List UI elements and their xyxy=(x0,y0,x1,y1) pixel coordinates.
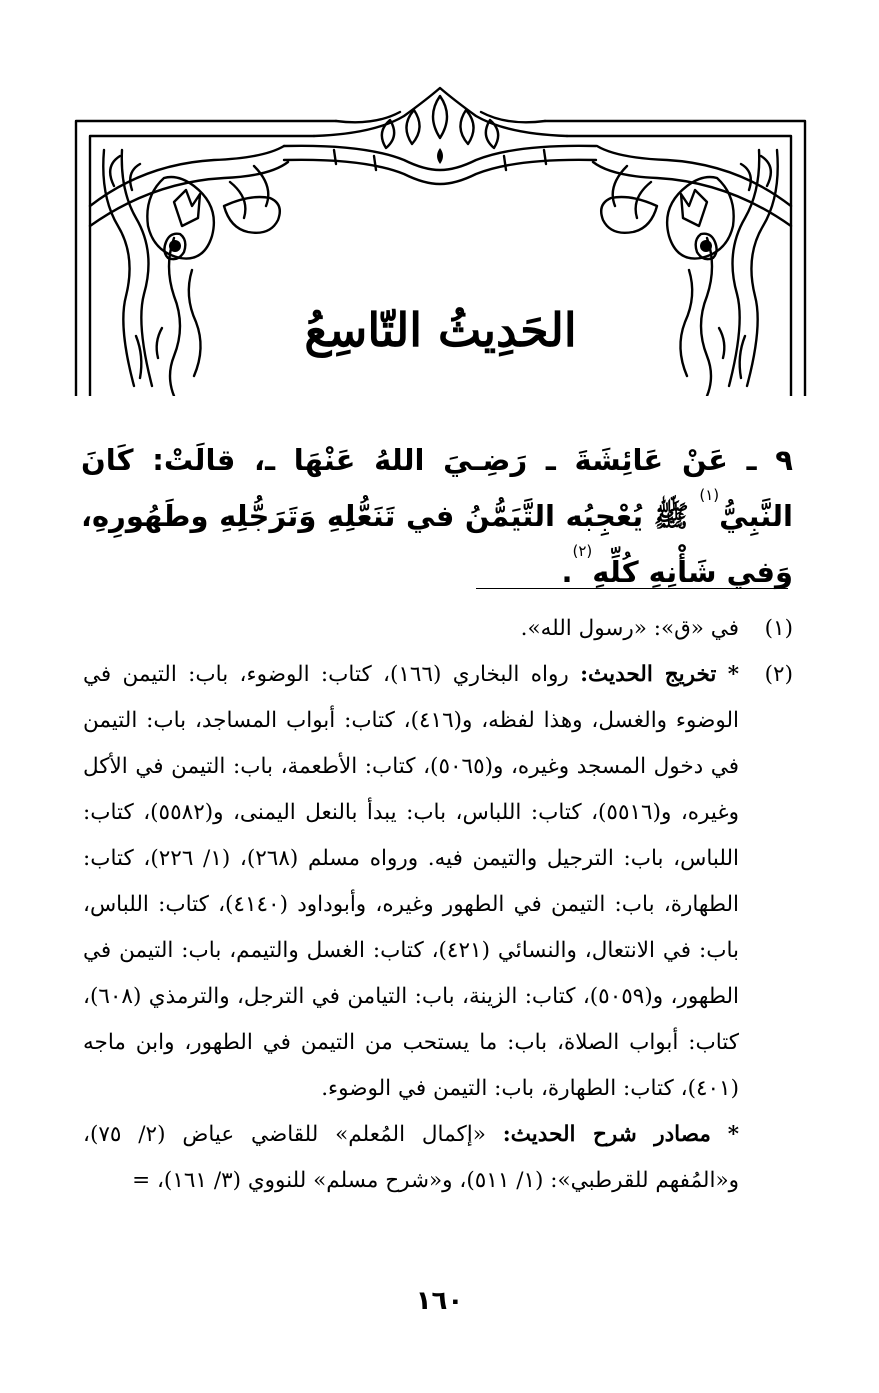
salawat-glyph: ﷺ xyxy=(653,499,689,533)
paragraph-body: «إكمال المُعلم» للقاضي عياض (٢/ ٧٥)، و«المُفهم للقرطبي»: (١/ ٥١١)، و«شرح مسلم» للنووي (٣/ ١٦١)، = xyxy=(83,1122,739,1193)
footnote-paragraph-takhrij xyxy=(83,652,739,1112)
asterisk-icon: * xyxy=(727,662,739,687)
page-number: ١٦٠ xyxy=(415,1286,464,1316)
footnote-number: (١) xyxy=(764,616,793,641)
hadith-text-part2: يُعْجِبُه التَّيَمُّنُ في تَنَعُّلِهِ وَتَرَجُّلِهِ وطَهُورِهِ، وَفي شَأْنِهِ كُلِّهِ xyxy=(81,499,793,589)
paragraph-heading: تخريج الحديث: xyxy=(580,662,717,687)
paragraph-body: رواه البخاري (١٦٦)، كتاب: الوضوء، باب: التيمن في الوضوء والغسل، وهذا لفظه، و(٤١٦)، كتاب: أبواب المساجد، باب: التيمن في دخول المسجد وغيره، و(٥٠٦٥)، كتاب: الأطعمة، باب: التيمن في الأكل وغيره، و(٥٥١٦)، كتاب: اللباس، باب: يبدأ بالنعل اليمنى، و(٥٥٨٢)، كتاب: اللباس، باب: الترجيل والتيمن فيه. ورواه مسلم (٢٦٨)، (١/ ٢٢٦)، كتاب: الطهارة، باب: التيمن في الطهور وغيره، وأبوداود (٤١٤٠)، كتاب: اللباس، باب: في الانتعال، والنسائي (٤٢١)، كتاب: الغسل والتيمم، باب: التيمن في الطهور، و(٥٠٥٩)، كتاب: الزينة، باب: التيامن في الترجل، والترمذي (٦٠٨)، كتاب: أبواب الصلاة، باب: ما يستحب من التيمن في الطهور، وابن ماجه (٤٠١)، كتاب: الطهارة، باب: التيمن في الوضوء. xyxy=(83,662,739,1101)
footnotes xyxy=(83,606,793,1204)
page-title: الحَدِيثُ التّاسِعُ xyxy=(304,303,577,357)
footnote-text: في «ق»: «رسول الله». xyxy=(520,616,739,641)
footnote-ref-2[interactable]: (٢) xyxy=(572,542,593,560)
footnote-ref-1[interactable]: (١) xyxy=(699,486,720,504)
footnote-1 xyxy=(83,606,793,652)
paragraph-heading: مصادر شرح الحديث: xyxy=(502,1122,711,1147)
hadith-end-mark: . xyxy=(561,555,573,589)
footnote-2 xyxy=(83,652,793,1204)
hadith-text-part1: ٩ ـ عَنْ عَائِشَةَ ـ رَضِـيَ اللهُ عَنْهَا ـ، قالَتْ: كَانَ النَّبِيُّ xyxy=(81,443,793,533)
footnote-separator xyxy=(476,588,788,589)
hadith-text xyxy=(81,432,793,600)
footnote-paragraph-sources xyxy=(83,1112,739,1204)
asterisk-icon: * xyxy=(727,1122,740,1147)
footnote-number: (٢) xyxy=(764,662,793,687)
